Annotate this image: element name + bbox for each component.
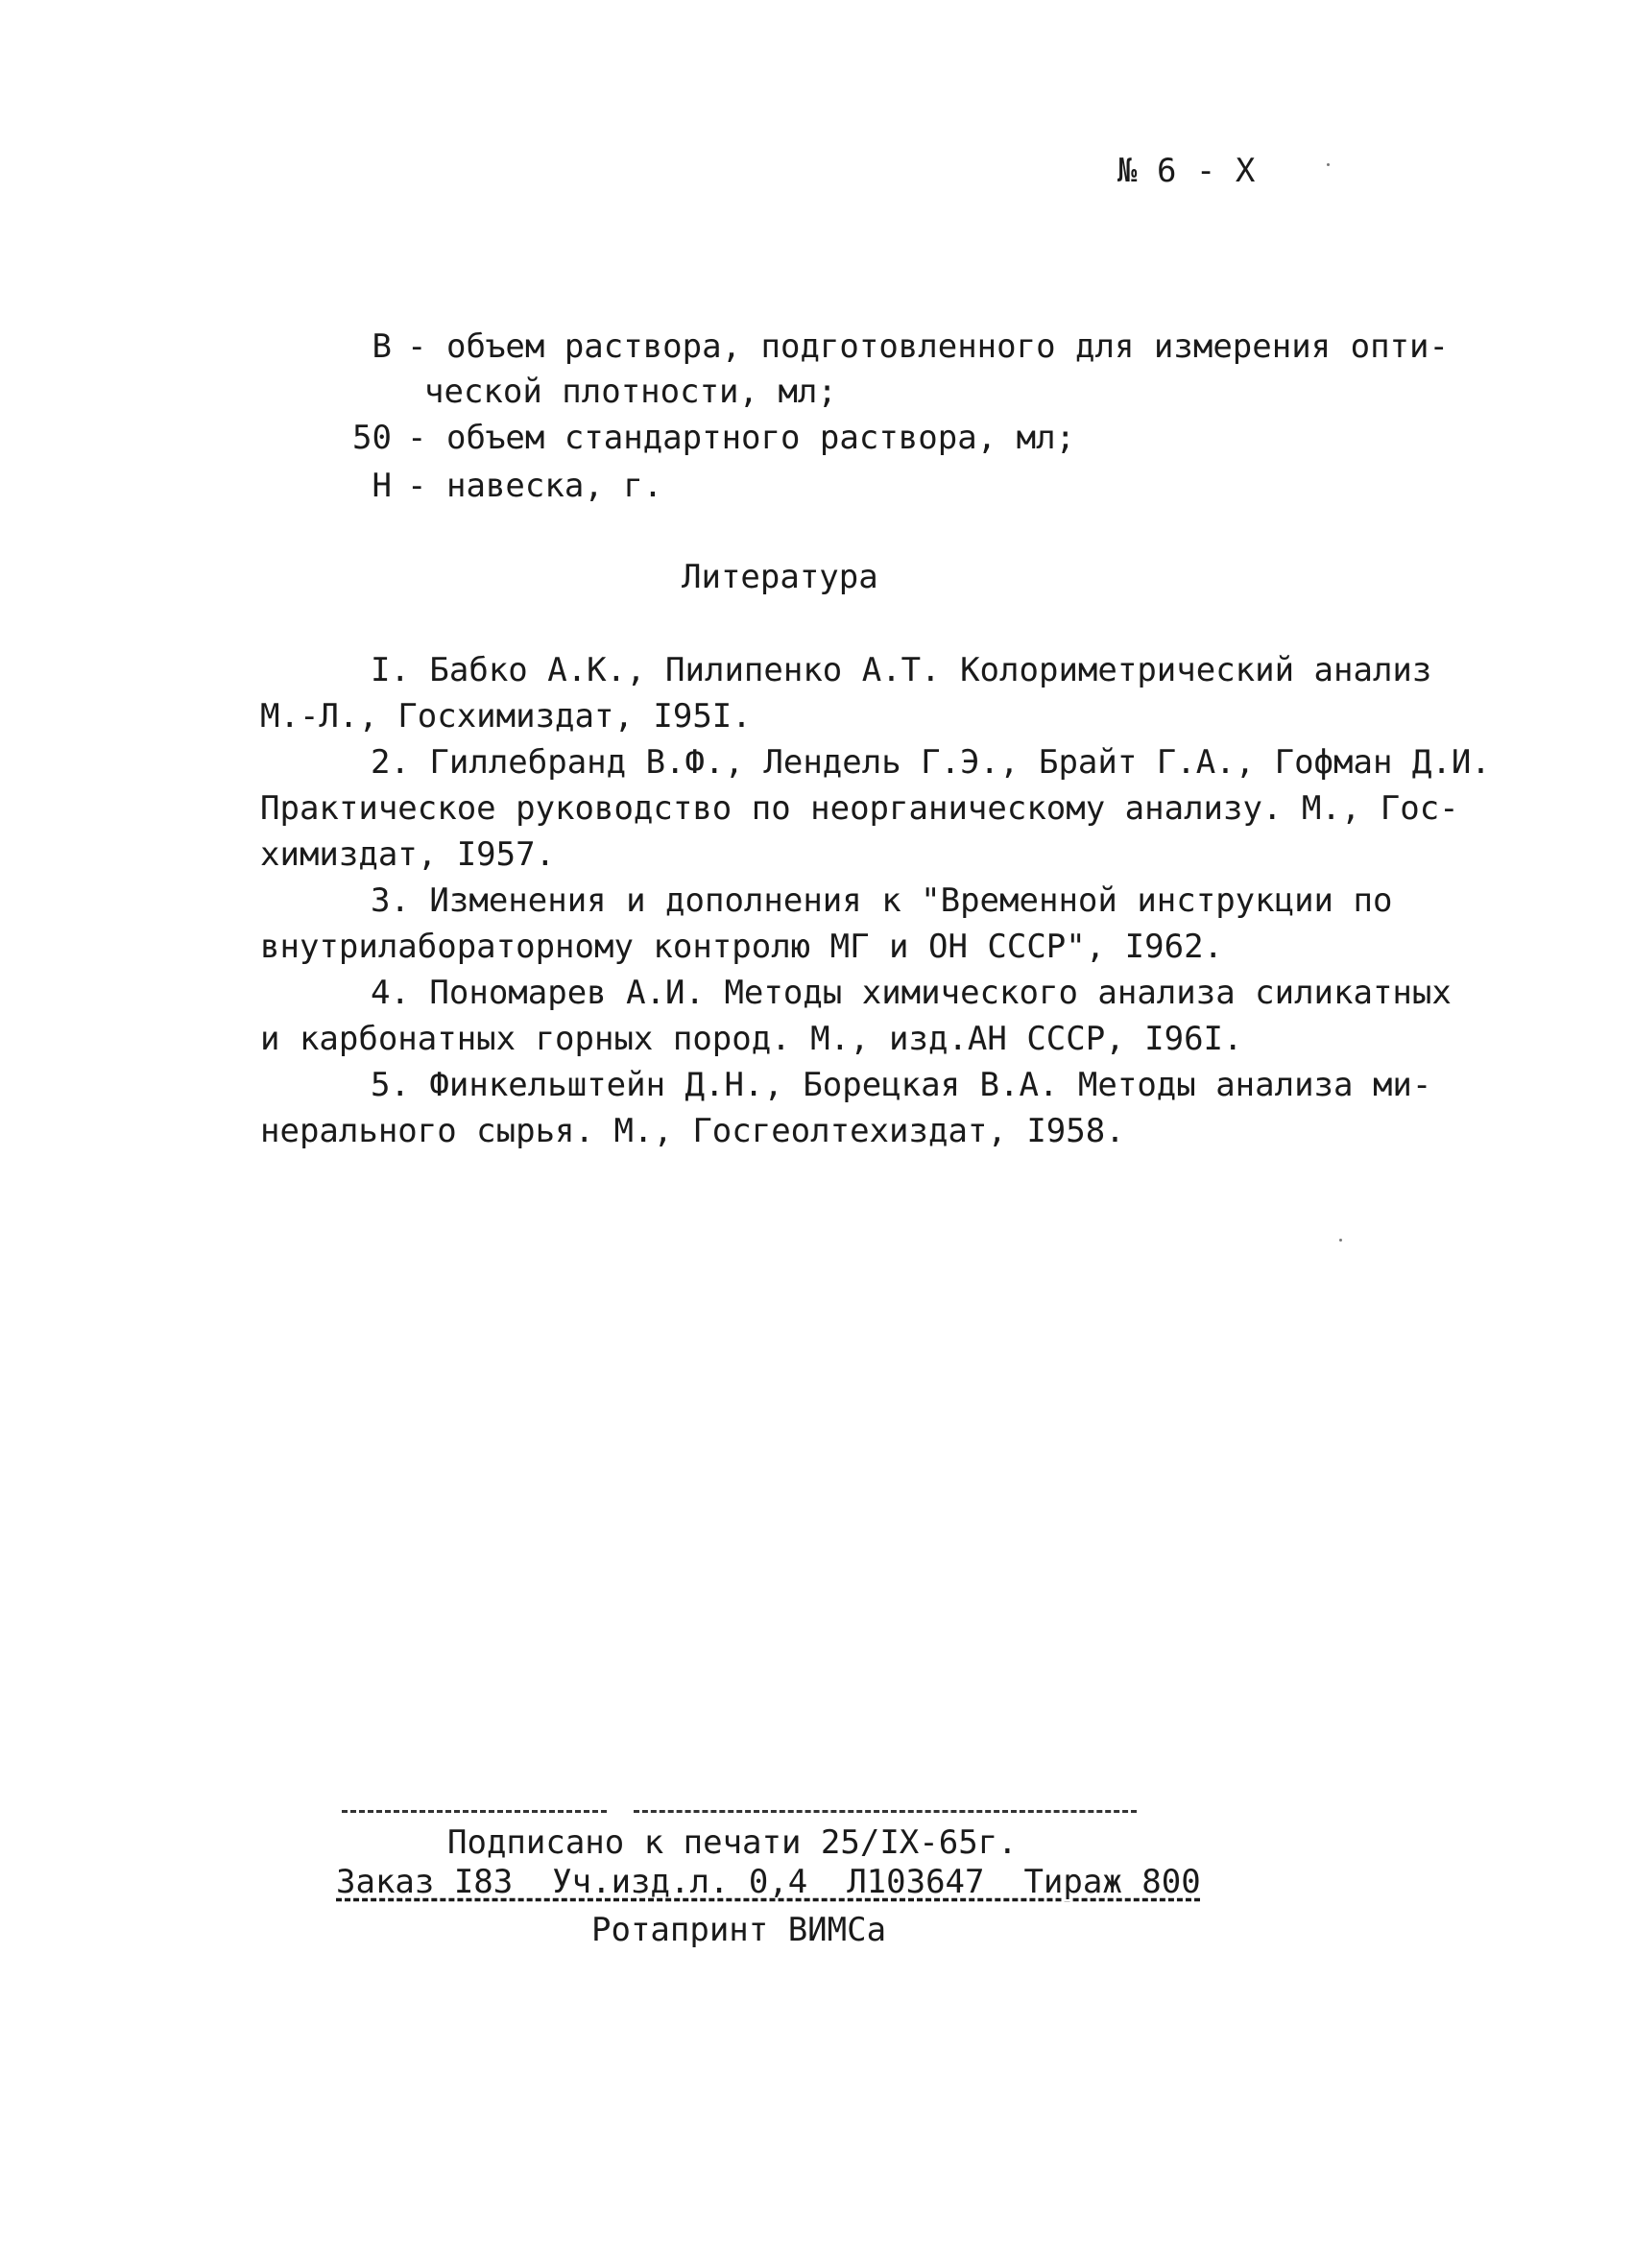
variable-symbol: 50 xyxy=(352,419,392,457)
reference-line: М.-Л., Госхимиздат, I95I. xyxy=(260,697,752,736)
variable-description: объем стандартного раствора, мл; xyxy=(446,419,1076,457)
reference-line: 2. Гиллебранд В.Ф., Лендель Г.Э., Брайт Г.А., Гофман Д.И. xyxy=(371,743,1491,782)
imprint-signed: Подписано к печати 25/IХ-65г. xyxy=(447,1823,1018,1862)
literature-heading: Литература xyxy=(682,558,878,596)
paper-speck xyxy=(1339,1239,1342,1242)
variable-dash: - xyxy=(407,467,427,505)
reference-line: I. Бабко А.К., Пилипенко А.Т. Колориметрический анализ xyxy=(371,651,1432,689)
reference-line: 5. Финкельштейн Д.Н., Борецкая В.А. Методы анализа ми- xyxy=(371,1066,1432,1104)
page-number: № 6 - Х xyxy=(1117,152,1256,190)
reference-line: 4. Пономарев А.И. Методы химического анализа силикатных xyxy=(371,974,1452,1012)
variable-description: ческой плотности, мл; xyxy=(424,373,837,411)
variable-dash: - xyxy=(407,419,427,457)
reference-line: Практическое руководство по неорганическому анализу. М., Гос- xyxy=(260,789,1459,828)
imprint-order: Заказ I83 Уч.изд.л. 0,4 Л103647 Тираж 800 xyxy=(336,1863,1201,1901)
variable-symbol: В xyxy=(372,327,392,366)
variable-description: объем раствора, подготовленного для измерения опти- xyxy=(446,327,1449,366)
variable-symbol: Н xyxy=(372,467,392,505)
paper-speck xyxy=(1327,163,1330,166)
imprint-rule-right xyxy=(634,1810,1137,1813)
imprint-press: Ротапринт ВИМСа xyxy=(591,1911,887,1949)
reference-line: и карбонатных горных пород. М., изд.АН СССР, I96I. xyxy=(260,1020,1243,1058)
variable-dash: - xyxy=(407,327,427,366)
variable-description: навеска, г. xyxy=(446,467,663,505)
reference-line: химиздат, I957. xyxy=(260,835,556,874)
reference-line: нерального сырья. М., Госгеолтехиздат, I958. xyxy=(260,1112,1125,1150)
reference-line: 3. Изменения и дополнения к "Временной инструкции по xyxy=(371,881,1393,920)
imprint-rule-left xyxy=(342,1810,607,1813)
reference-line: внутрилабораторному контролю МГ и ОН СССР", I962. xyxy=(260,928,1224,966)
